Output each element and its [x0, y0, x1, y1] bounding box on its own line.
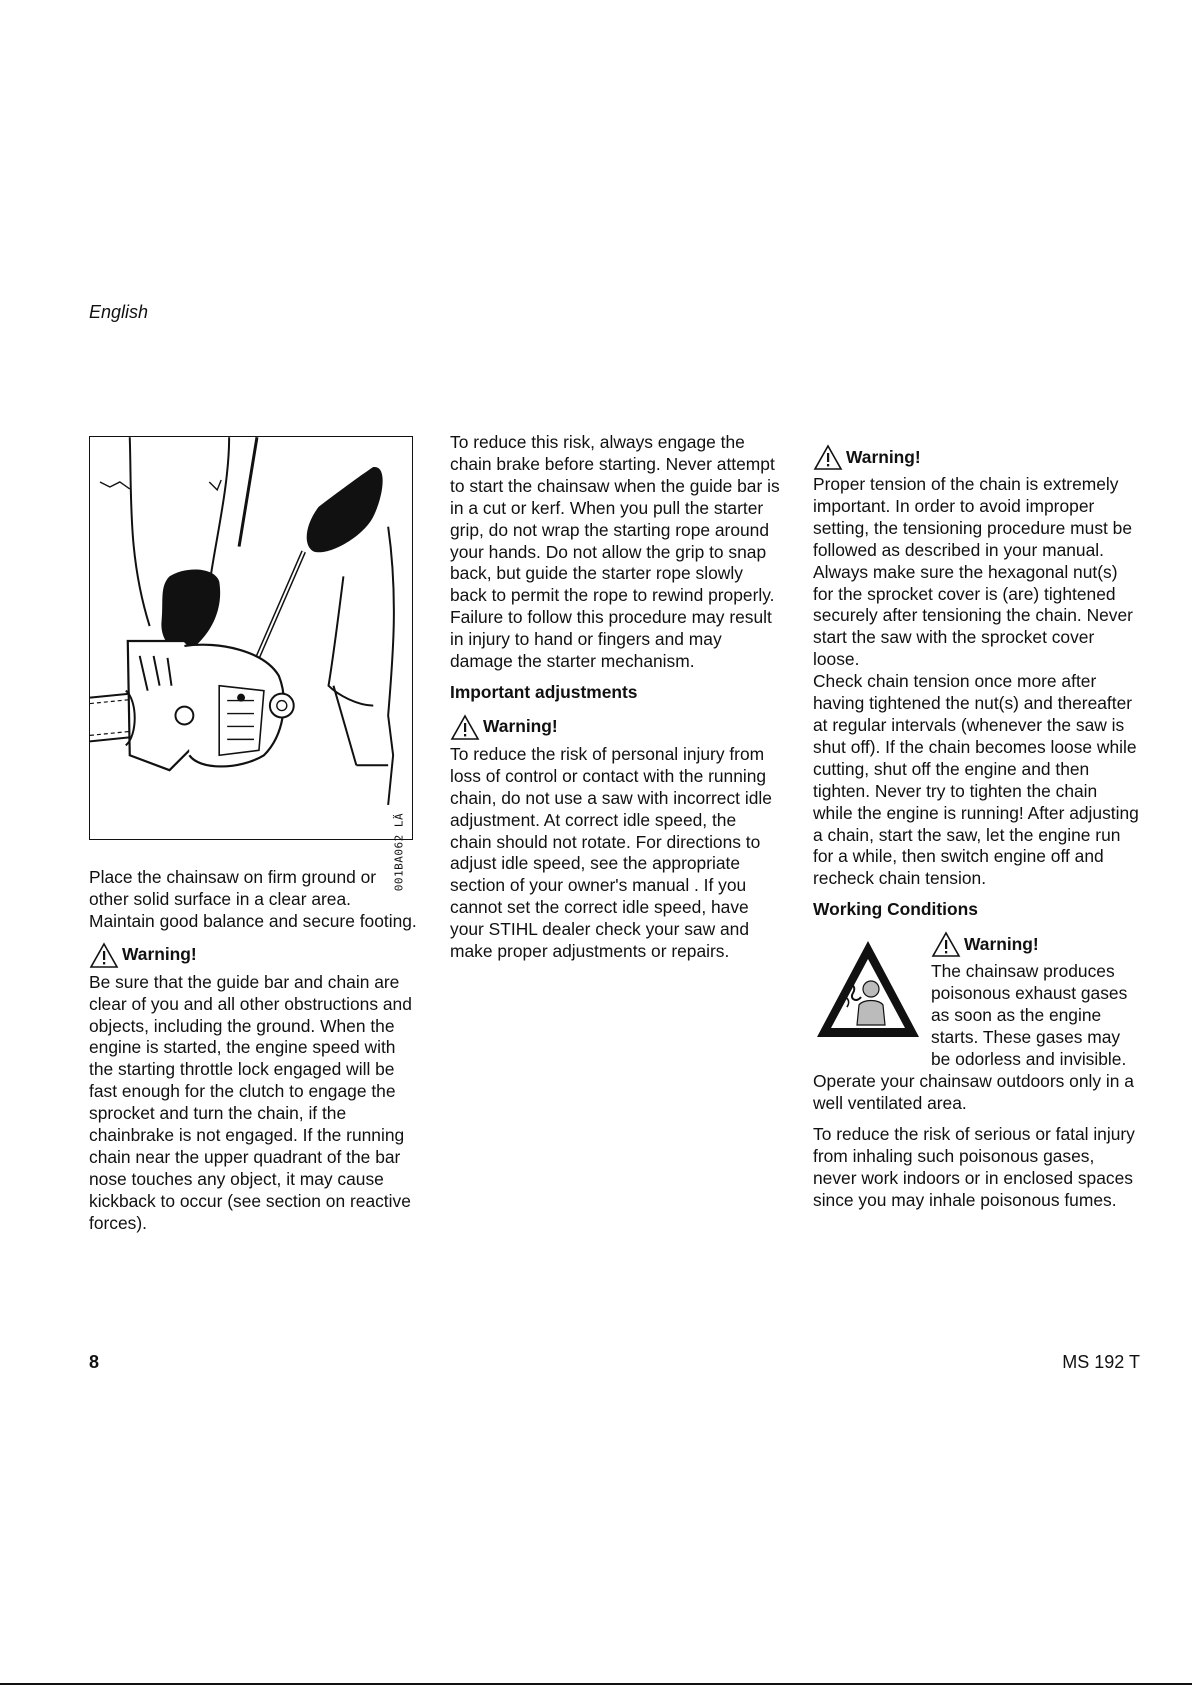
warning-triangle-icon: [931, 931, 961, 958]
language-label: English: [89, 302, 149, 322]
figure-code: 001BA062 LÄ: [392, 813, 406, 892]
paragraph-check-tension: Check chain tension once more after having tightened the nut(s) and thereafter at regular intervals (whenever the saw is shut off). If the chain becomes loose while cutting, shut off the engine and then tighten. Never try to tighten the chain while the engine is running! After adjusting a chain, start the saw, let the engine run for a while, then switch engine off and recheck chain tension.: [813, 671, 1139, 889]
warning-label: Warning!: [964, 933, 1039, 954]
column-2: [450, 432, 780, 963]
paragraph-chain-tension: Proper tension of the chain is extremely important. In order to avoid improper setting, the tensioning procedure must be followed as described in your manual. Always make sure the hexagonal nut(s) for the sprocket cover is (are) tightened securely after tensioning the chain. Never start the saw with the sprocket cover loose.: [813, 474, 1133, 670]
paragraph-chain-brake: To reduce this risk, always engage the chain brake before starting. Never attempt to start the chainsaw when the guide bar is in a cut or kerf. When you pull the starter grip, do not wrap the starting rope around your hands. Do not allow the grip to snap back, but guide the starter rope slowly back to permit the rope to rewind properly. Failure to follow this procedure may result in injury to hand or fingers and may damage the starter mechanism.: [450, 432, 780, 672]
paragraph-exhaust-gases: The chainsaw produces poisonous exhaust gases as soon as the engine starts. These gases may be odorless and invisible. Operate your chainsaw outdoors only in a well ventilated area.: [813, 961, 1134, 1113]
hazard-symbol: [813, 937, 927, 1057]
working-conditions-block: [813, 931, 1140, 1114]
warning-heading: [813, 444, 1140, 471]
warning-label: Warning!: [122, 944, 197, 965]
column-3: [813, 436, 1140, 1212]
heading-working-conditions: Working Conditions: [813, 899, 978, 920]
paragraph-firm-ground: Place the chainsaw on firm ground or other solid surface in a clear area. Maintain good balance and secure footing.: [89, 867, 417, 931]
warning-triangle-icon: [813, 444, 843, 471]
heading-important-adjustments: Important adjustments: [450, 681, 638, 702]
model-name: MS 192 T: [1062, 1352, 1140, 1372]
chainsaw-starting-figure: [89, 436, 413, 892]
warning-label: Warning!: [846, 446, 921, 467]
paragraph-idle-adjustment: To reduce the risk of personal injury from loss of control or contact with the running chain, do not use a saw with incorrect idle adjustment. At correct idle speed, the chain should not rotate. For directions to adjust idle speed, see the appropriate section of your owner's manual . If you cannot set the correct idle speed, have your STIHL dealer check your saw and make proper adjustments or repairs.: [450, 743, 772, 962]
warning-heading: [89, 942, 419, 969]
paragraph-inhaling-risk: To reduce the risk of serious or fatal injury from inhaling such poisonous gases, never work indoors or in enclosed spaces since you may inhale poisonous fumes.: [813, 1124, 1135, 1211]
warning-triangle-icon: [89, 942, 119, 969]
warning-triangle-icon: [450, 714, 480, 741]
chainsaw-starting-illustration: [90, 437, 412, 839]
warning-heading: [450, 714, 780, 741]
exhaust-gas-hazard-icon: [813, 937, 923, 1047]
page-number: 8: [89, 1352, 100, 1372]
warning-heading: [931, 931, 1140, 958]
paragraph-guide-bar-clear: Be sure that the guide bar and chain are clear of you and all other obstructions and objects, including the ground. When the engine is started, the engine speed with the starting throttle lock engaged will be fast enough for the clutch to engage the sprocket and turn the chain, if the chainbrake is not engaged. If the running chain near the upper quadrant of the bar nose touches any object, it may cause kickback to occur (see section on reactive forces).: [89, 971, 412, 1233]
warning-label: Warning!: [483, 716, 558, 737]
column-1: [89, 436, 419, 1235]
